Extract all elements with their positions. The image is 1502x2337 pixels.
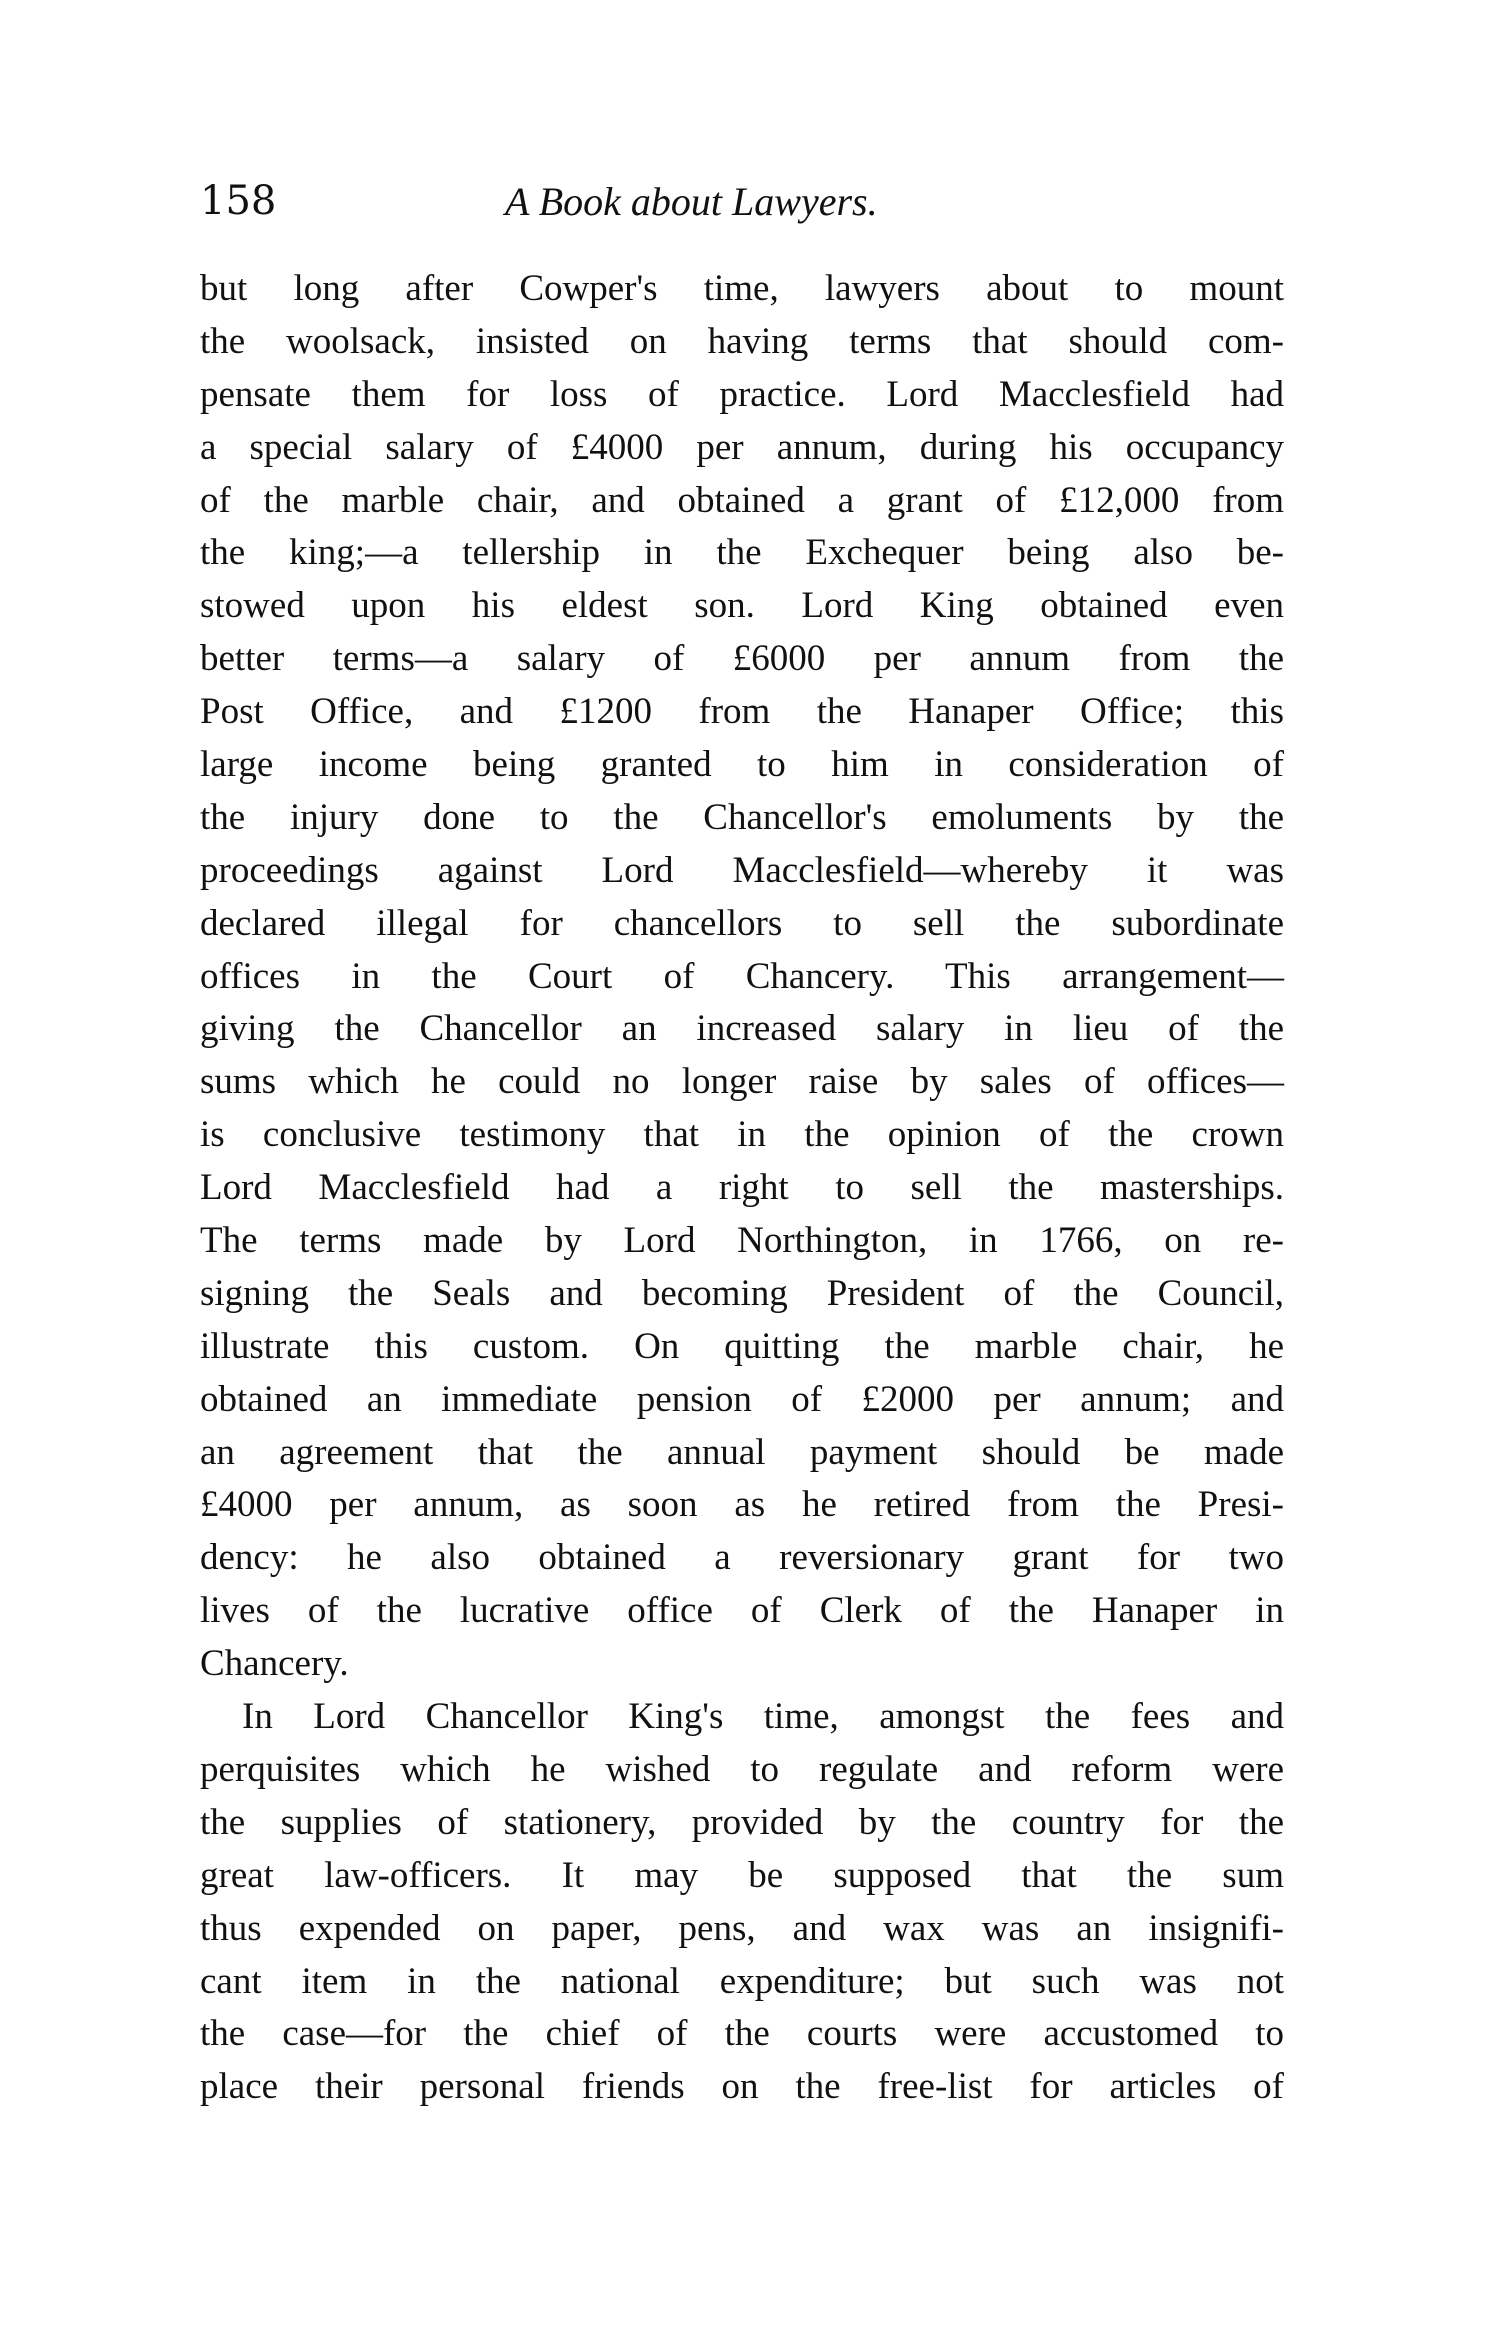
text-line: offices in the Court of Chancery. This arrangement—: [200, 955, 1284, 997]
text-line: declared illegal for chancellors to sell the subordinate: [200, 902, 1284, 944]
page-number: 158: [200, 178, 277, 224]
text-line: of the marble chair, and obtained a grant of £12,000 from: [200, 479, 1284, 521]
text-line: the injury done to the Chancellor's emoluments by the: [200, 796, 1284, 838]
text-line: better terms—a salary of £6000 per annum from the: [200, 638, 1284, 680]
text-line: The terms made by Lord Northington, in 1766, on re-: [200, 1220, 1284, 1262]
text-line: large income being granted to him in consideration of: [200, 744, 1284, 786]
text-line: the woolsack, insisted on having terms that should com-: [200, 320, 1284, 362]
text-line: an agreement that the annual payment should be made: [200, 1431, 1284, 1473]
text-line: great law-officers. It may be supposed that the sum: [200, 1854, 1284, 1896]
text-line: obtained an immediate pension of £2000 per annum; and: [200, 1378, 1284, 1420]
text-line: cant item in the national expenditure; but such was not: [200, 1960, 1284, 2002]
page-header: [200, 178, 1300, 238]
text-line: but long after Cowper's time, lawyers about to mount: [200, 268, 1284, 309]
text-line: Post Office, and £1200 from the Hanaper Office; this: [200, 691, 1284, 733]
text-line: giving the Chancellor an increased salary in lieu of the: [200, 1008, 1284, 1050]
text-line: the supplies of stationery, provided by the country for the: [200, 1801, 1284, 1843]
text-line: the case—for the chief of the courts were accustomed to: [200, 2013, 1284, 2055]
text-line: sums which he could no longer raise by sales of offices—: [200, 1061, 1284, 1103]
text-line: thus expended on paper, pens, and wax was an insignifi-: [200, 1907, 1284, 1949]
text-line: place their personal friends on the free-list for articles of: [200, 2066, 1284, 2108]
text-line: is conclusive testimony that in the opinion of the crown: [200, 1114, 1284, 1156]
text-line: £4000 per annum, as soon as he retired from the Presi-: [200, 1484, 1284, 1526]
text-line: a special salary of £4000 per annum, during his occupancy: [200, 426, 1284, 468]
text-line: the king;—a tellership in the Exchequer being also be-: [200, 532, 1284, 574]
text-line: In Lord Chancellor King's time, amongst the fees and: [242, 1696, 1284, 1738]
text-line: signing the Seals and becoming President of the Council,: [200, 1272, 1284, 1314]
text-line: Lord Macclesfield had a right to sell the masterships.: [200, 1167, 1284, 1209]
text-line: illustrate this custom. On quitting the marble chair, he: [200, 1325, 1284, 1367]
text-line: dency: he also obtained a reversionary grant for two: [200, 1537, 1284, 1579]
text-line: perquisites which he wished to regulate and reform were: [200, 1748, 1284, 1790]
text-line: pensate them for loss of practice. Lord Macclesfield had: [200, 373, 1284, 415]
running-title: A Book about Lawyers.: [505, 179, 878, 224]
text-line: stowed upon his eldest son. Lord King obtained even: [200, 585, 1284, 627]
text-line: lives of the lucrative office of Clerk of the Hanaper in: [200, 1590, 1284, 1632]
text-line: proceedings against Lord Macclesfield—whereby it was: [200, 849, 1284, 891]
text-line: Chancery.: [200, 1643, 349, 1685]
body-text: [200, 263, 1284, 2114]
